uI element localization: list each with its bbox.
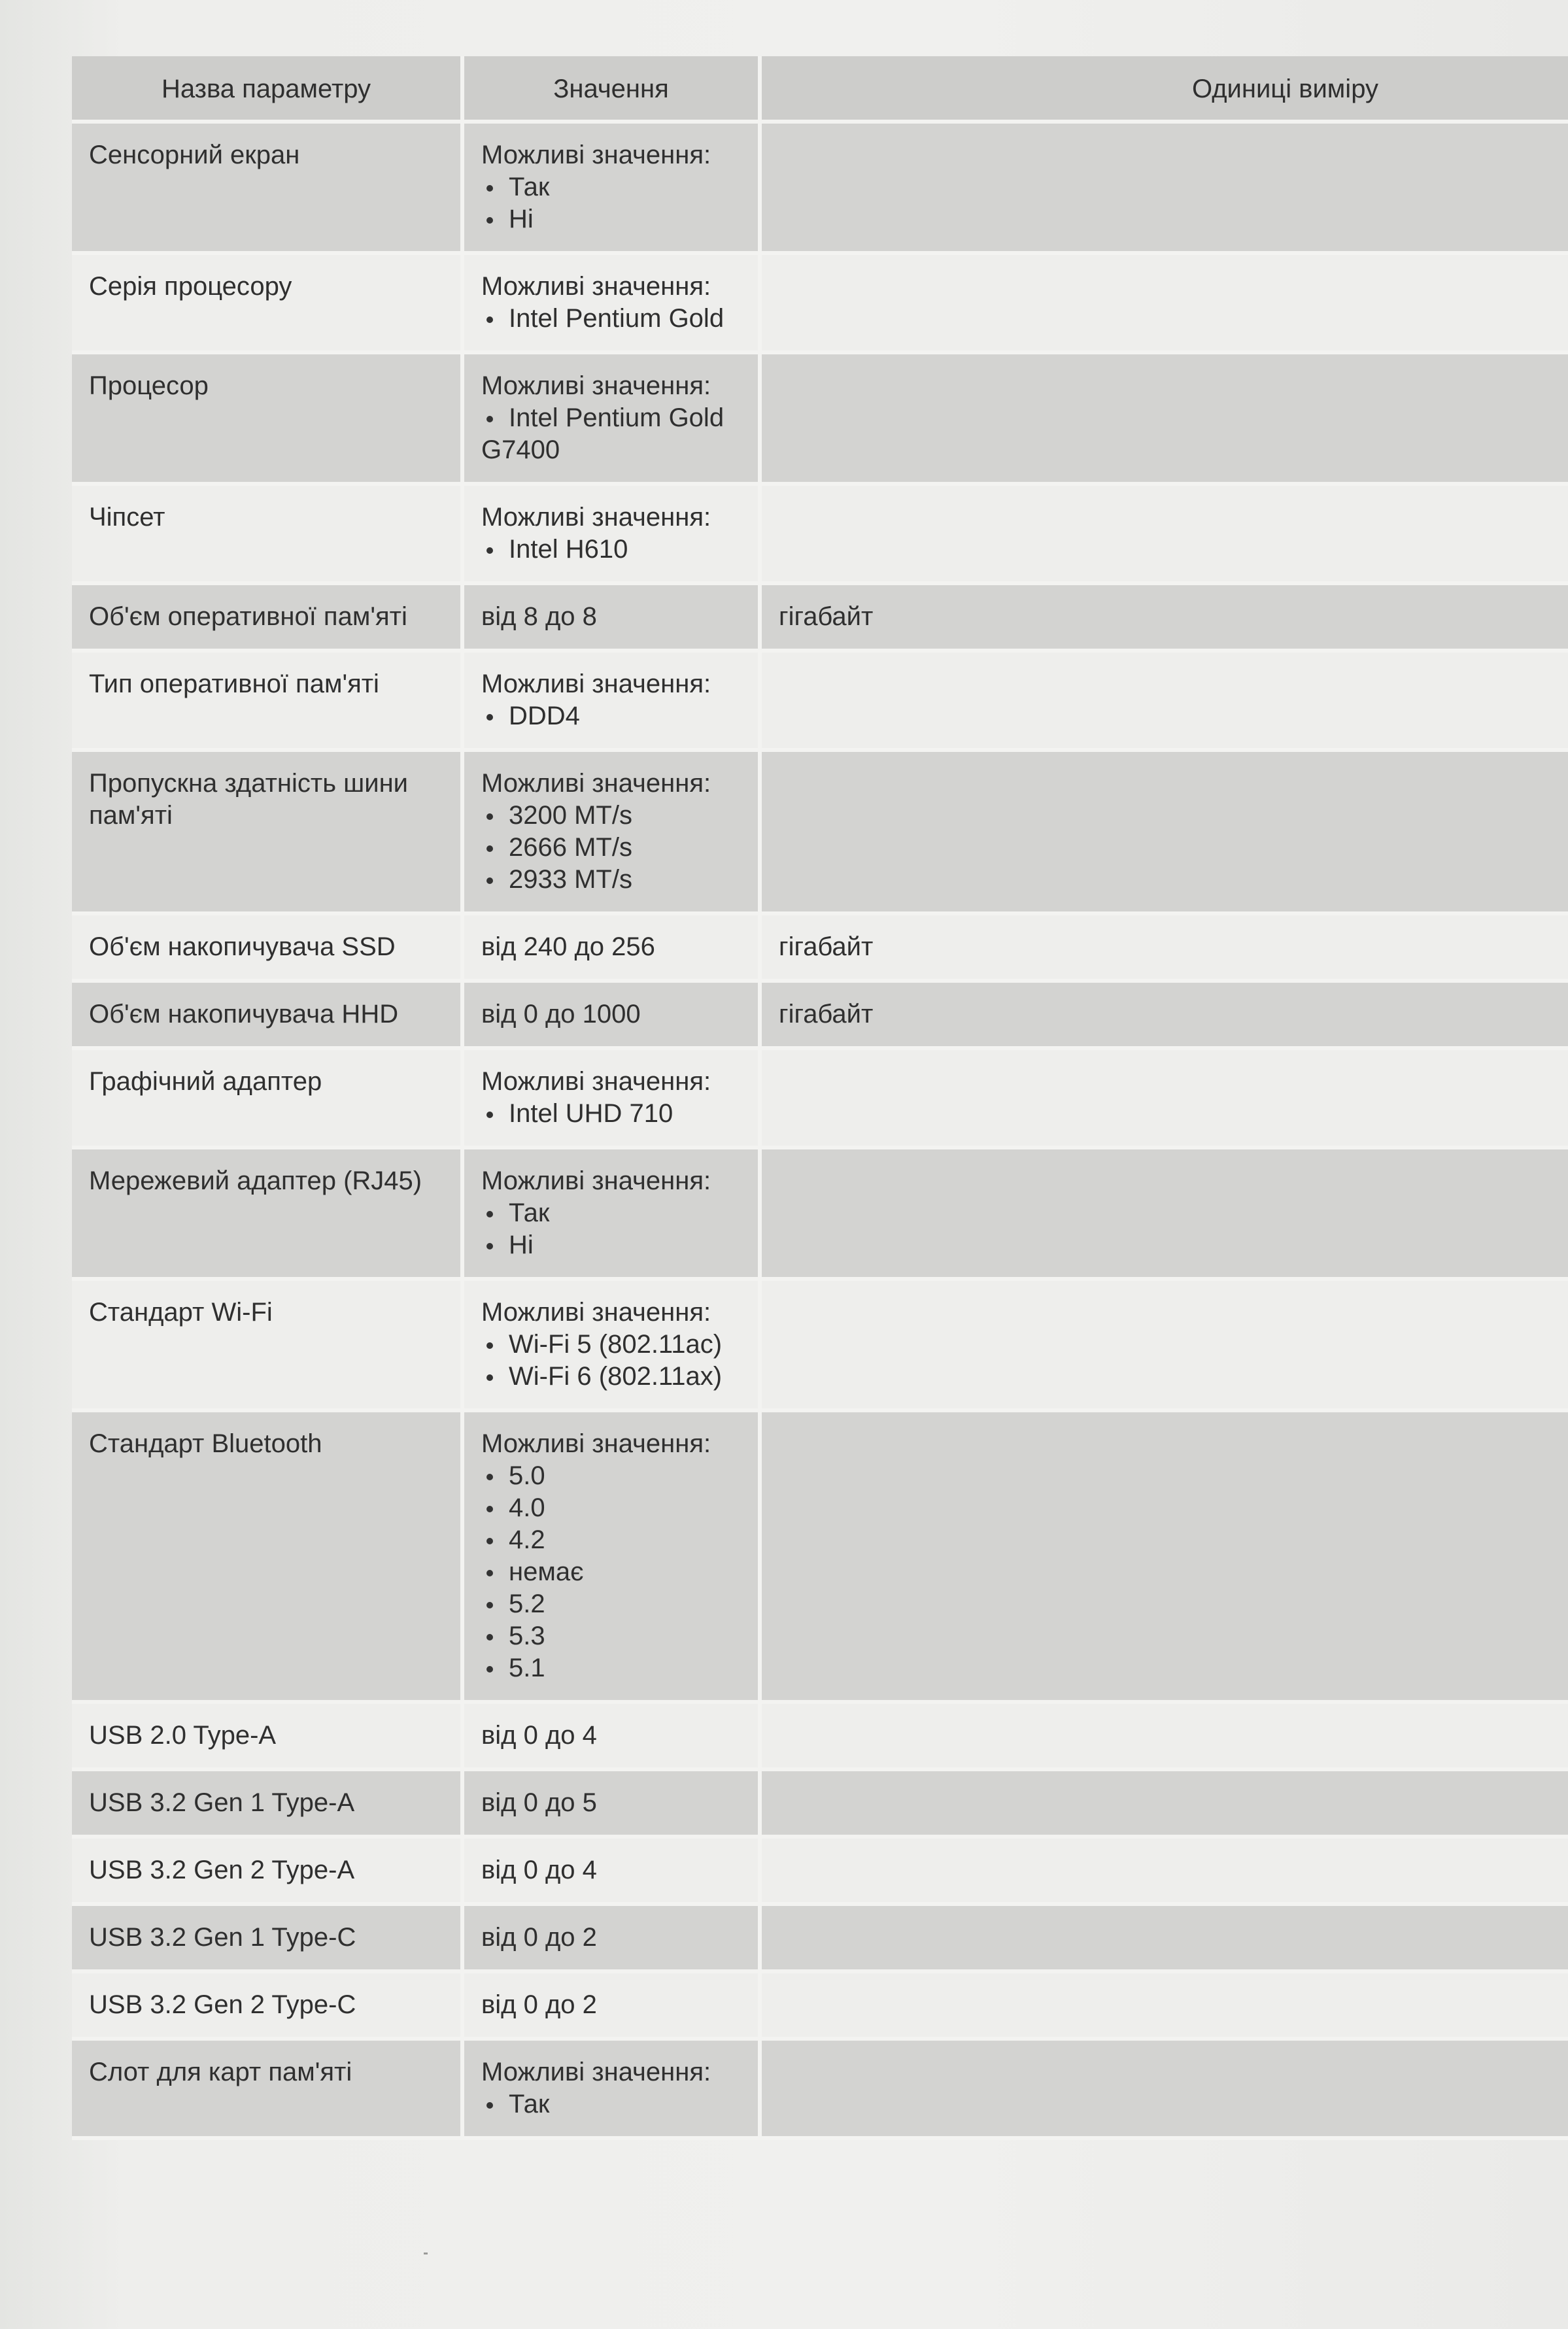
table-row [72,1412,1568,1704]
option-item: 2933 MT/s [481,864,741,896]
unit-cell [762,1906,1568,1973]
options-list [481,402,741,434]
parameter-value-cell [464,653,762,752]
option-item: Так [481,2088,741,2120]
table-row [72,1281,1568,1412]
option-item: 4.2 [481,1524,741,1556]
option-item: Wi-Fi 6 (802.11ax) [481,1361,741,1393]
table-row [72,653,1568,752]
parameter-name-cell: USB 3.2 Gen 1 Type-C [72,1906,464,1973]
header-parameter-name: Назва параметру [72,56,464,124]
unit-cell [762,1412,1568,1704]
option-item: Intel Pentium Gold [481,402,741,434]
option-item: Wi-Fi 5 (802.11ac) [481,1329,741,1361]
option-item: 4.0 [481,1492,741,1524]
parameter-value-cell [464,354,762,486]
parameter-name-cell: Сенсорний екран [72,124,464,255]
table-row [72,1839,1568,1906]
table-row [72,255,1568,354]
parameter-name-cell: Серія процесору [72,255,464,354]
possible-values-label: Можливі значення: [481,1067,711,1096]
unit-cell [762,255,1568,354]
table-row [72,486,1568,585]
option-item: 5.2 [481,1588,741,1620]
parameter-name-cell: Об'єм накопичувача SSD [72,915,464,983]
options-list [481,800,741,896]
table-row [72,1906,1568,1973]
table-row [72,354,1568,486]
unit-cell [762,124,1568,255]
possible-values-label: Можливі значення: [481,2058,711,2086]
unit-cell [762,1281,1568,1412]
option-item: 3200 MT/s [481,800,741,832]
parameter-value-cell: від 0 до 2 [464,1973,762,2041]
option-item: 5.1 [481,1652,741,1684]
parameter-name-cell: Об'єм оперативної пам'яті [72,585,464,653]
parameter-value-cell [464,486,762,585]
table-row [72,1050,1568,1149]
possible-values-label: Можливі значення: [481,670,711,698]
parameter-name-cell: USB 3.2 Gen 2 Type-C [72,1973,464,2041]
table-row [72,1149,1568,1281]
option-item: Так [481,171,741,203]
parameter-value-cell: від 0 до 4 [464,1839,762,1906]
unit-cell [762,1050,1568,1149]
table-header-row [72,56,1568,124]
specification-table [72,56,1568,2140]
options-list [481,1460,741,1684]
parameter-value-cell [464,1149,762,1281]
parameter-name-cell: USB 3.2 Gen 1 Type-A [72,1771,464,1839]
parameter-value-cell [464,2041,762,2140]
options-list [481,171,741,235]
options-list [481,534,741,566]
parameter-value-cell: від 240 до 256 [464,915,762,983]
parameter-name-cell: USB 2.0 Type-A [72,1704,464,1771]
parameter-name-cell: Стандарт Wi-Fi [72,1281,464,1412]
parameter-value-cell: від 8 до 8 [464,585,762,653]
possible-values-label: Можливі значення: [481,1429,711,1458]
unit-cell [762,1771,1568,1839]
parameter-name-cell: Стандарт Bluetooth [72,1412,464,1704]
unit-cell [762,354,1568,486]
option-item: DDD4 [481,700,741,732]
possible-values-label: Можливі значення: [481,769,711,798]
option-item: 5.0 [481,1460,741,1492]
table-row [72,1704,1568,1771]
option-item: Intel Pentium Gold [481,303,741,335]
options-list [481,2088,741,2120]
parameter-value-cell [464,1050,762,1149]
parameter-name-cell: Чіпсет [72,486,464,585]
options-list [481,1098,741,1130]
options-list [481,303,741,335]
table-row [72,752,1568,915]
table-row [72,1973,1568,2041]
table-row [72,1771,1568,1839]
option-item: Intel H610 [481,534,741,566]
table-body [72,124,1568,2140]
parameter-name-cell: Процесор [72,354,464,486]
unit-cell [762,653,1568,752]
parameter-value-cell: від 0 до 1000 [464,983,762,1050]
parameter-value-cell [464,1281,762,1412]
table-row [72,124,1568,255]
option-item: 2666 MT/s [481,832,741,864]
possible-values-label: Можливі значення: [481,503,711,532]
unit-cell: гігабайт [762,585,1568,653]
options-list [481,1197,741,1261]
table-row [72,585,1568,653]
option-item: Так [481,1197,741,1229]
unit-cell [762,752,1568,915]
unit-cell: гігабайт [762,915,1568,983]
unit-cell: гігабайт [762,983,1568,1050]
header-unit: Одиниці виміру [762,56,1568,124]
unit-cell [762,1839,1568,1906]
parameter-name-cell: Графічний адаптер [72,1050,464,1149]
table-row [72,915,1568,983]
header-value: Значення [464,56,762,124]
parameter-name-cell: Пропускна здатність шини пам'яті [72,752,464,915]
options-list [481,700,741,732]
scan-speck [424,2252,428,2254]
possible-values-label: Можливі значення: [481,1166,711,1195]
unit-cell [762,486,1568,585]
parameter-name-cell: Об'єм накопичувача HHD [72,983,464,1050]
option-item: немає [481,1556,741,1588]
possible-values-label: Можливі значення: [481,371,711,400]
option-item: 5.3 [481,1620,741,1652]
option-item: Ні [481,203,741,235]
parameter-value-cell: від 0 до 2 [464,1906,762,1973]
parameter-name-cell: Тип оперативної пам'яті [72,653,464,752]
possible-values-label: Можливі значення: [481,1298,711,1327]
parameter-value-cell [464,124,762,255]
possible-values-label: Можливі значення: [481,141,711,169]
table-row [72,2041,1568,2140]
unit-cell [762,1149,1568,1281]
option-item: Intel UHD 710 [481,1098,741,1130]
option-continuation: G7400 [481,435,560,464]
parameter-value-cell: від 0 до 5 [464,1771,762,1839]
possible-values-label: Можливі значення: [481,272,711,301]
option-item: Ні [481,1229,741,1261]
parameter-value-cell [464,255,762,354]
parameter-value-cell: від 0 до 4 [464,1704,762,1771]
parameter-value-cell [464,1412,762,1704]
options-list [481,1329,741,1393]
unit-cell [762,2041,1568,2140]
parameter-name-cell: Мережевий адаптер (RJ45) [72,1149,464,1281]
unit-cell [762,1704,1568,1771]
parameter-name-cell: USB 3.2 Gen 2 Type-A [72,1839,464,1906]
parameter-value-cell [464,752,762,915]
unit-cell [762,1973,1568,2041]
table-row [72,983,1568,1050]
parameter-name-cell: Слот для карт пам'яті [72,2041,464,2140]
